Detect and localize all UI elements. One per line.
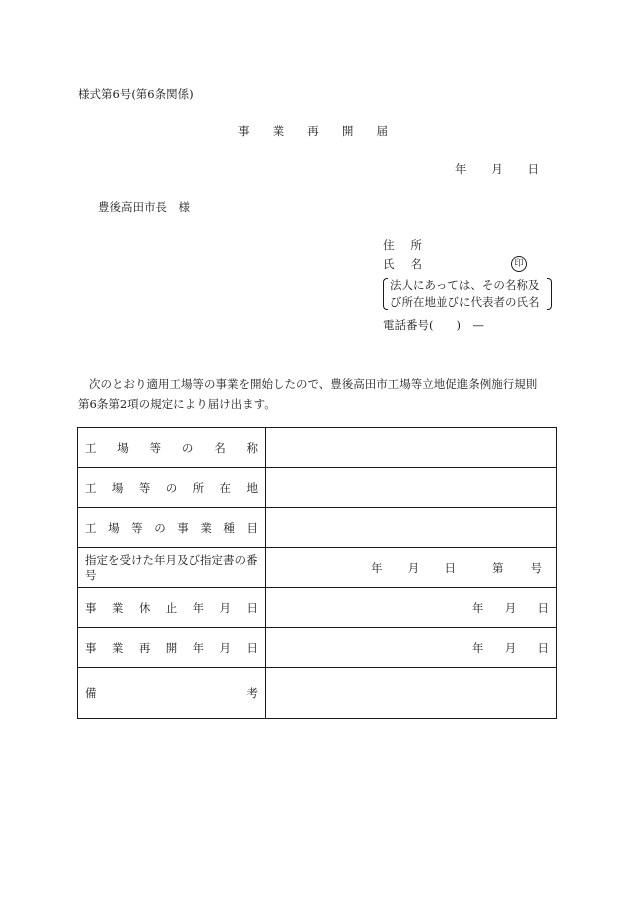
row-label-designation: 指定を受けた年月及び指定書の番号 [78, 548, 266, 588]
designation-field[interactable] [266, 548, 557, 588]
table-row [78, 668, 557, 719]
body-line-1: 次のとおり適用工場等の事業を開始したので、豊後高田市工場等立地促進条例施行規則 [89, 377, 538, 391]
resume-year: 年 [472, 640, 484, 655]
business-type-field[interactable] [266, 508, 557, 548]
designation-no-prefix: 第 [492, 560, 504, 575]
phone-label: 電話番号( ) — [383, 318, 484, 332]
form-table [77, 427, 557, 719]
row-label-remarks [78, 668, 266, 719]
form-number: 様式第6号(第6条関係) [78, 87, 194, 101]
remarks-label-left: 備 [85, 686, 97, 700]
document-title: 事 業 再 開 届 [238, 124, 388, 138]
corporate-note [383, 277, 552, 311]
applicant-block [383, 236, 552, 333]
suspension-date-field[interactable] [266, 588, 557, 628]
table-row [78, 548, 557, 588]
row-label-resumption-date: 事 業 再 開 年 月 日 [78, 628, 266, 668]
designation-month: 月 [407, 560, 420, 575]
remarks-field[interactable] [266, 668, 557, 719]
resume-day: 日 [537, 640, 549, 655]
row-label-facility-location: 工 場 等 の 所 在 地 [78, 468, 266, 508]
remarks-label-right: 考 [246, 686, 258, 700]
facility-location-field[interactable] [266, 468, 557, 508]
table-row [78, 508, 557, 548]
table-row [78, 468, 557, 508]
designation-no-suffix: 号 [530, 560, 542, 575]
address-label: 住 所 [383, 238, 422, 252]
seal-mark: 印 [511, 256, 527, 272]
designation-day: 日 [444, 560, 456, 575]
date-year-label: 年 [455, 162, 467, 176]
row-label-business-type: 工 場 等 の 事 業 種 目 [78, 508, 266, 548]
body-text [78, 374, 556, 414]
date-day-label: 日 [527, 162, 539, 176]
body-line-2: 第6条第2項の規定により届け出ます。 [78, 397, 276, 411]
designation-year: 年 [371, 560, 383, 575]
row-label-facility-name: 工 場 等 の 名 称 [78, 428, 266, 468]
suspend-year: 年 [472, 600, 484, 615]
submission-date [455, 161, 539, 177]
name-label: 氏 名 [383, 257, 422, 271]
date-month-label: 月 [491, 162, 503, 176]
table-row [78, 628, 557, 668]
facility-name-field[interactable] [266, 428, 557, 468]
suspend-day: 日 [537, 600, 549, 615]
corporate-note-line2: び所在地並びに代表者の氏名 [390, 295, 540, 309]
addressee: 豊後高田市長 様 [98, 200, 190, 214]
suspend-month: 月 [504, 600, 517, 615]
corporate-note-line1: 法人にあっては、その名称及 [390, 278, 540, 292]
table-row [78, 588, 557, 628]
row-label-suspension-date: 事 業 休 止 年 月 日 [78, 588, 266, 628]
resumption-date-field[interactable] [266, 628, 557, 668]
resume-month: 月 [504, 640, 517, 655]
table-row [78, 428, 557, 468]
